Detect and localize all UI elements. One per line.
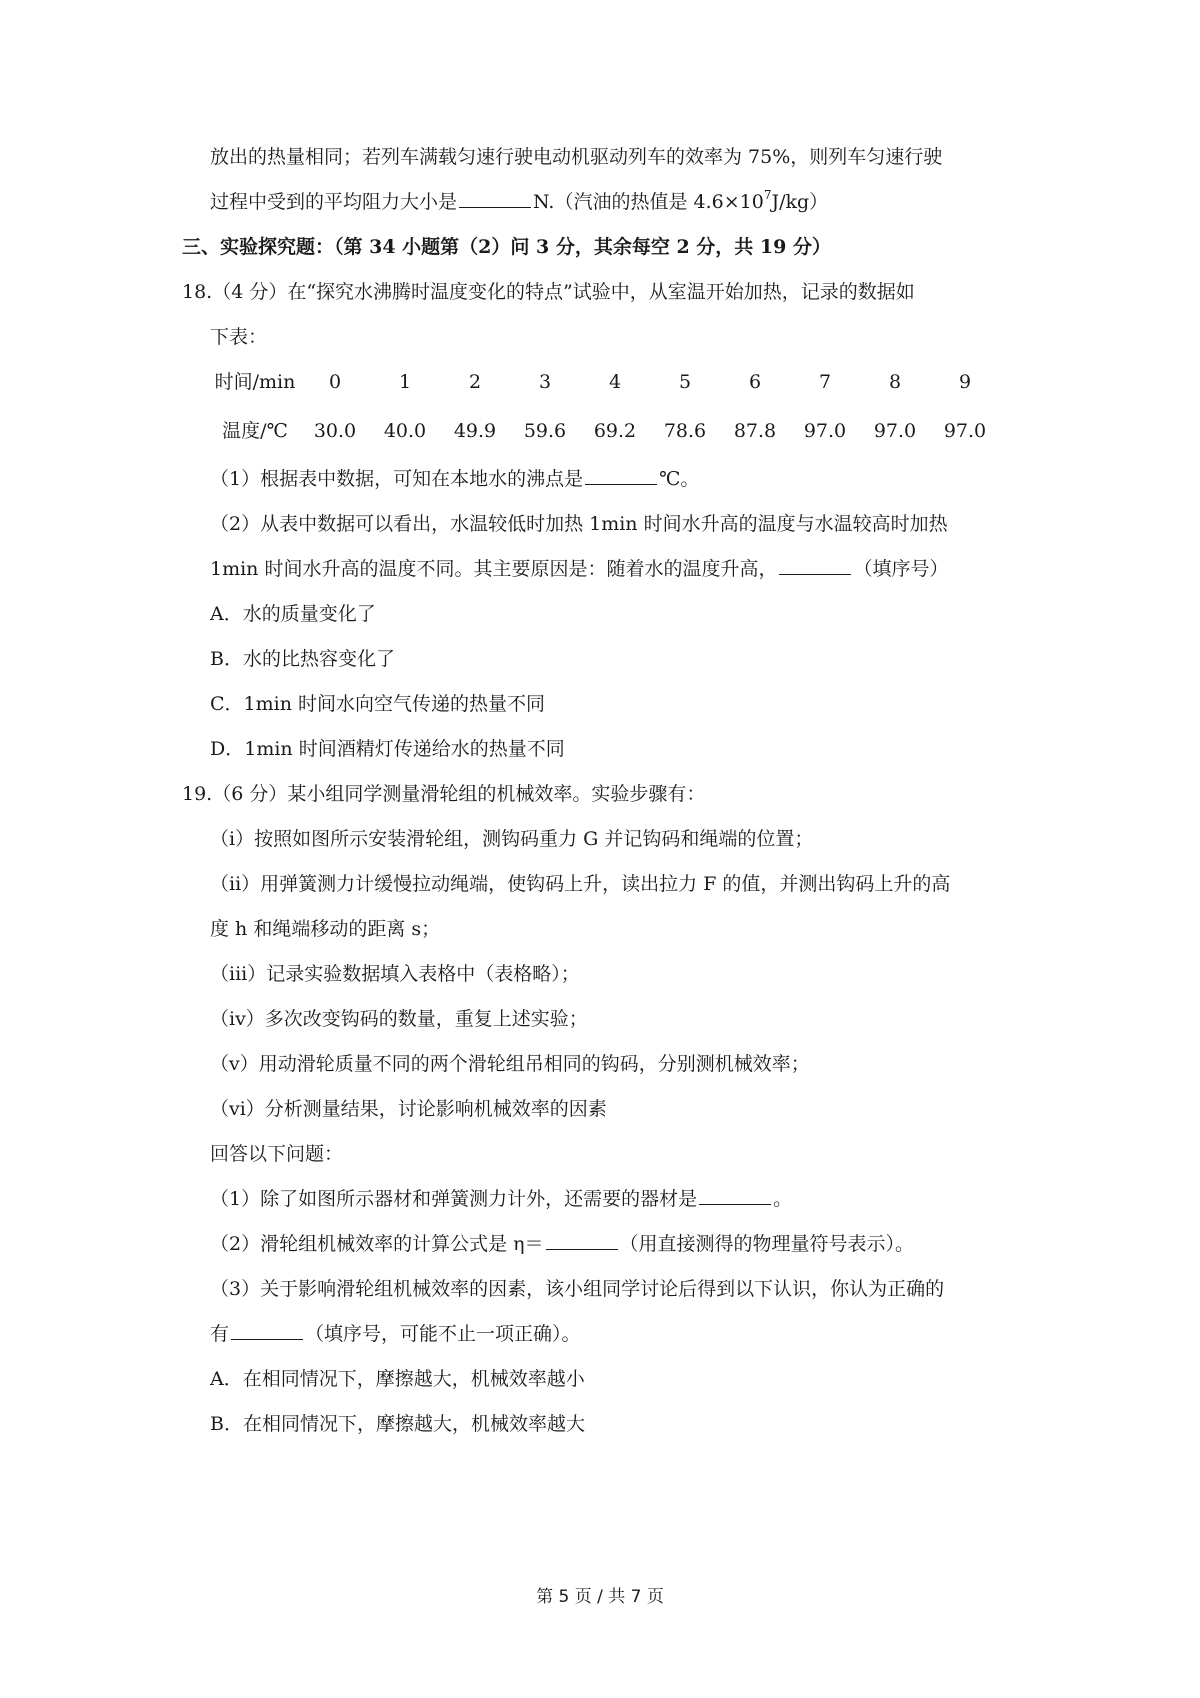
table-cell: 97.0 [943, 420, 987, 442]
text: 。 [773, 1188, 793, 1210]
text: （vi）分析测量结果，讨论影响机械效率的因素 [210, 1098, 607, 1120]
section-heading [182, 238, 831, 257]
table-cell: 6 [748, 371, 762, 393]
option-a [210, 1370, 585, 1389]
table-cell: 2 [468, 371, 482, 393]
text: 三、实验探究题：（第 34 小题第（2）问 3 分，其余每空 2 分，共 19 分） [182, 236, 831, 258]
text: （填序号） [853, 558, 949, 580]
text: B．在相同情况下，摩擦越大，机械效率越大 [210, 1413, 585, 1435]
table-cell: 4 [608, 371, 622, 393]
text: （填序号，可能不止一项正确）。 [305, 1323, 581, 1345]
table-row-temp [210, 422, 1030, 441]
text: 回答以下问题： [210, 1143, 344, 1165]
option-a [210, 605, 376, 624]
step-vi [210, 1100, 607, 1119]
answer-2 [210, 1235, 914, 1254]
text-line [210, 920, 440, 939]
table-cell: 87.8 [733, 420, 777, 442]
table-cell: 59.6 [523, 420, 567, 442]
text-line [210, 328, 267, 347]
text: （用直接测得的物理量符号表示）。 [619, 1233, 915, 1255]
text: （i）按照如图所示安装滑轮组，测钩码重力 G 并记钩码和绳端的位置； [210, 828, 814, 850]
table-cell: 97.0 [803, 420, 847, 442]
table-cell: 49.9 [453, 420, 497, 442]
step-iii [210, 965, 580, 984]
text: 有 [210, 1323, 230, 1345]
text: J/kg） [771, 191, 829, 213]
text: （iii）记录实验数据填入表格中（表格略）； [210, 963, 580, 985]
text: 放出的热量相同；若列车满载匀速行驶电动机驱动列车的效率为 75%，则列车匀速行驶 [210, 146, 943, 168]
table-cell: 30.0 [313, 420, 357, 442]
answer-blank[interactable] [546, 1248, 618, 1250]
table-cell: 8 [888, 371, 902, 393]
text: 19.（6 分）某小组同学测量滑轮组的机械效率。实验步骤有： [182, 783, 706, 805]
text-line [210, 470, 699, 489]
option-b [210, 1415, 585, 1434]
text: （iv）多次改变钩码的数量，重复上述实验； [210, 1008, 588, 1030]
answer-blank[interactable] [459, 206, 531, 208]
answer-1 [210, 1190, 792, 1209]
text: 18.（4 分）在“探究水沸腾时温度变化的特点”试验中，从室温开始加热，记录的数据如 [182, 281, 915, 303]
step-iv [210, 1010, 588, 1029]
question-18 [182, 283, 915, 302]
superscript: 7 [763, 188, 772, 202]
answer-blank[interactable] [585, 483, 657, 485]
text: 过程中受到的平均阻力大小是 [210, 191, 458, 213]
answer-blank[interactable] [231, 1338, 303, 1340]
text: A．在相同情况下，摩擦越大，机械效率越小 [210, 1368, 585, 1390]
text: （v）用动滑轮质量不同的两个滑轮组吊相同的钩码，分别测机械效率； [210, 1053, 810, 1075]
text: 下表： [210, 326, 268, 348]
table-cell: 1 [398, 371, 412, 393]
text: （1）根据表中数据，可知在本地水的沸点是 [210, 468, 584, 490]
text: （2）滑轮组机械效率的计算公式是 η＝ [210, 1233, 544, 1255]
row-header: 时间/min [214, 371, 296, 393]
step-i [210, 830, 813, 849]
text: （3）关于影响滑轮组机械效率的因素，该小组同学讨论后得到以下认识，你认为正确的 [210, 1278, 945, 1300]
text: （1）除了如图所示器材和弹簧测力计外，还需要的器材是 [210, 1188, 698, 1210]
table-cell: 9 [958, 371, 972, 393]
text: N.（汽油的热值是 4.6×10 [533, 191, 764, 213]
text-line [210, 515, 948, 534]
page-footer: 第 5 页 / 共 7 页 [536, 1587, 664, 1607]
row-header: 温度/℃ [222, 420, 288, 442]
option-c [210, 695, 545, 714]
table-cell: 97.0 [873, 420, 917, 442]
text: （2）从表中数据可以看出，水温较低时加热 1min 时间水升高的温度与水温较高时加热 [210, 513, 948, 535]
table-cell: 40.0 [383, 420, 427, 442]
text-line [210, 1325, 581, 1344]
question-19 [182, 785, 705, 804]
answer-blank[interactable] [779, 573, 851, 575]
text-line [210, 188, 829, 213]
table-cell: 78.6 [663, 420, 707, 442]
table-cell: 69.2 [593, 420, 637, 442]
text: D．1min 时间酒精灯传递给水的热量不同 [210, 738, 565, 760]
table-row-time [210, 373, 1030, 392]
text-line [210, 1145, 343, 1164]
text: C．1min 时间水向空气传递的热量不同 [210, 693, 545, 715]
text: A．水的质量变化了 [210, 603, 376, 625]
answer-blank[interactable] [699, 1203, 771, 1205]
option-b [210, 650, 395, 669]
text: （ii）用弹簧测力计缓慢拉动绳端，使钩码上升，读出拉力 F 的值，并测出钩码上升的高 [210, 873, 951, 895]
option-d [210, 740, 565, 759]
table-cell: 3 [538, 371, 552, 393]
text-line [210, 148, 942, 167]
table-cell: 7 [818, 371, 832, 393]
text: ℃。 [659, 468, 700, 490]
step-ii [210, 875, 950, 894]
table-cell: 5 [678, 371, 692, 393]
text: B．水的比热容变化了 [210, 648, 395, 670]
table-cell: 0 [328, 371, 342, 393]
step-v [210, 1055, 810, 1074]
answer-3 [210, 1280, 944, 1299]
text: 1min 时间水升高的温度不同。其主要原因是：随着水的温度升高， [210, 558, 778, 580]
text-line [210, 560, 948, 579]
text: 度 h 和绳端移动的距离 s； [210, 918, 441, 940]
